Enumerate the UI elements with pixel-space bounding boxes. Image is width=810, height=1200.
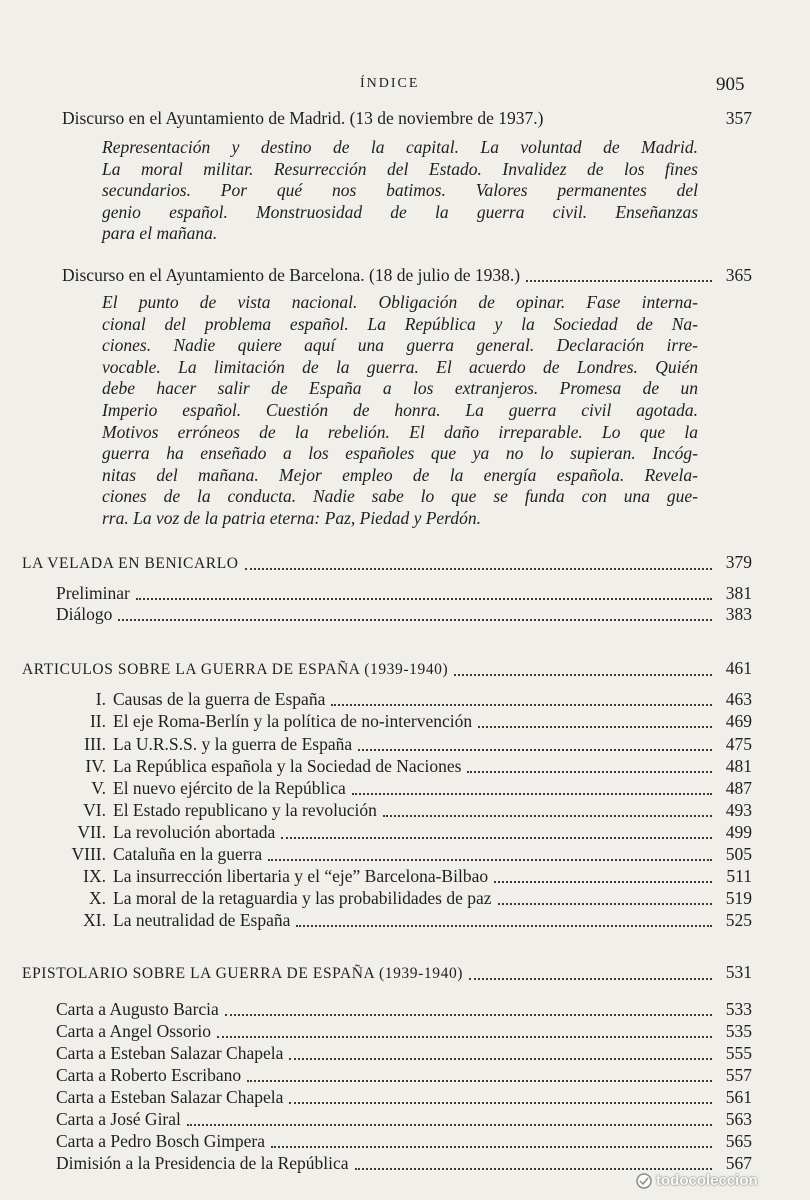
entry-page: 557 [725,1065,752,1085]
entry-title: Carta a Augusto Barcia [56,999,219,1019]
entry-page: 499 [725,822,752,842]
roman-numeral: III. [84,734,106,754]
entry-page: 567 [725,1153,752,1173]
toc-entry [56,821,752,843]
toc-entry-speech-barcelona [62,264,752,286]
toc-entry [56,688,752,710]
leader-dots [296,924,712,927]
summary-line: El punto de vista nacional. Obligación de opinar. Fase interna- [102,292,698,312]
roman-numeral: XI. [83,910,106,930]
roman-numeral: I. [95,689,106,709]
entry-title: Cataluña en la guerra [113,844,263,864]
entry-page: 381 [725,583,752,603]
leader-dots [498,902,712,905]
toc-entry [56,1064,752,1086]
section-title: ARTICULOS SOBRE LA GUERRA DE ESPAÑA (1939-1940) [22,661,449,678]
entry-title: Carta a Pedro Bosch Gimpera [56,1131,265,1151]
entry-page: 365 [725,265,752,285]
leader-dots [478,725,712,728]
entry-title: Preliminar [56,583,130,603]
entry-title: Carta a Angel Ossorio [56,1021,212,1041]
entry-page: 481 [725,756,752,776]
leader-dots [247,1079,712,1082]
leader-dots [494,880,712,883]
summary-line: ciones de la conducta. Nadie sabe lo que se funda con una gue- [102,486,698,507]
entry-page: 475 [725,734,752,754]
toc-entry [56,1042,752,1064]
entry-title: Carta a Roberto Escribano [56,1065,242,1085]
roman-numeral: VII. [77,822,106,842]
toc-entry [56,1130,752,1152]
page-number: 905 [716,74,745,95]
leader-dots [358,748,712,751]
entry-title: Dimisión a la Presidencia de la República [56,1153,349,1173]
leader-dots [268,858,712,861]
toc-entry [56,799,752,821]
running-head [0,76,810,98]
toc-entry [56,1020,752,1042]
toc-entry [56,865,752,887]
entry-title: La República española y la Sociedad de Naciones [113,756,462,776]
entry-page: 461 [725,658,752,678]
speech-summary-barcelona [102,292,698,530]
entry-page: 383 [725,604,752,624]
entry-title: Discurso en el Ayuntamiento de Barcelona. (18 de julio de 1938.) [62,265,521,285]
entry-title: La revolución abortada [113,822,276,842]
summary-line: La moral militar. Resurrección del Estado. Invalidez de los fines [102,158,698,179]
entry-page: 469 [725,711,752,731]
entry-title: El eje Roma-Berlín y la política de no-intervención [113,711,473,731]
summary-line: Imperio español. Cuestión de honra. La guerra civil agotada. [102,399,698,420]
entry-page: 555 [725,1043,752,1063]
roman-numeral: VIII. [71,844,106,864]
section-title: LA VELADA EN BENICARLO [22,555,239,572]
entry-title: El nuevo ejército de la República [113,778,346,798]
leader-dots [383,814,712,817]
entry-title: Causas de la guerra de España [113,689,326,709]
summary-line: para el mañana. [102,223,218,244]
leader-dots [289,1057,712,1060]
summary-line: rra. La voz de la patria eterna: Paz, Piedad y Perdón. [102,507,481,528]
entry-page: 533 [725,999,752,1019]
leader-dots [352,792,712,795]
entry-page: 511 [726,866,752,886]
toc-entry [56,710,752,732]
entry-title: La neutralidad de España [113,910,291,930]
leader-dots [217,1035,712,1038]
leader-dots [281,836,712,839]
leader-dots [331,703,712,706]
entry-title: Carta a Esteban Salazar Chapela [56,1043,284,1063]
summary-line: guerra ha enseñado a los españoles que ya no lo supieran. Incóg- [102,443,698,464]
leader-dots [136,597,712,600]
toc-entry [56,777,752,799]
leader-dots [467,770,712,773]
summary-line: secundarios. Por qué nos batimos. Valores permanentes del [102,180,698,201]
roman-numeral: IV. [85,756,106,776]
entry-page: 565 [725,1131,752,1151]
entry-page: 463 [725,689,752,709]
leader-dots [118,618,712,621]
leader-dots [526,279,712,282]
leader-dots [289,1101,712,1104]
entry-title: Discurso en el Ayuntamiento de Madrid. (13 de noviembre de 1937.) [62,108,544,128]
entry-title: Carta a Esteban Salazar Chapela [56,1087,284,1107]
entry-page: 563 [725,1109,752,1129]
entry-title: La moral de la retaguardia y las probabilidades de paz [113,888,492,908]
entry-page: 505 [725,844,752,864]
entry-title: Diálogo [56,604,113,624]
watermark-text: todocoleccion [656,1172,758,1189]
running-title: ÍNDICE [360,76,420,91]
summary-line: debe hacer salir de España a los extranjeros. Promesa de un [102,378,698,399]
entry-page: 535 [725,1021,752,1041]
entry-page: 525 [725,910,752,930]
section-title: EPISTOLARIO SOBRE LA GUERRA DE ESPAÑA (1939-1940) [22,965,464,982]
toc-entry [56,998,752,1020]
toc-entry [56,1108,752,1130]
toc-section-articulos [22,657,752,681]
entry-title: La insurrección libertaria y el “eje” Barcelona-Bilbao [113,866,489,886]
roman-numeral: VI. [83,800,106,820]
leader-dots [454,673,712,676]
summary-line: vocable. La limitación de la guerra. El acuerdo de Londres. Quién [102,356,698,377]
entry-title: El Estado republicano y la revolución [113,800,377,820]
toc-entry [56,843,752,865]
roman-numeral: V. [91,778,106,798]
summary-line: genio español. Monstruosidad de la guerra civil. Enseñanzas [102,201,698,222]
entry-page: 561 [725,1087,752,1107]
watermark-icon [636,1173,652,1189]
toc-entry [56,733,752,755]
summary-line: Motivos erróneos de la rebelión. El daño irreparable. Lo que la [102,421,698,442]
toc-section-epistolario [22,961,752,985]
entry-title: La U.R.S.S. y la guerra de España [113,734,353,754]
summary-line: nitas del mañana. Mejor empleo de la energía española. Revela- [102,464,698,485]
summary-line: Representación y destino de la capital. La voluntad de Madrid. [102,137,698,157]
leader-dots [271,1145,712,1148]
toc-entry-speech-madrid [62,107,752,129]
toc-entry [56,603,752,625]
toc-entry [56,755,752,777]
roman-numeral: II. [89,711,106,731]
speech-summary-madrid [102,137,698,245]
entry-page: 487 [725,778,752,798]
toc-entry [56,582,752,604]
entry-page: 531 [725,962,752,982]
leader-dots [225,1013,712,1016]
roman-numeral: IX. [83,866,106,886]
toc-entry [56,1152,752,1174]
roman-numeral: X. [88,888,106,908]
toc-section-velada [22,551,752,575]
entry-page: 519 [725,888,752,908]
watermark-logo [636,1172,758,1189]
leader-dots [469,977,712,980]
summary-line: cional del problema español. La República y la Sociedad de Na- [102,313,698,334]
leader-dots [187,1123,712,1126]
entry-page: 379 [725,552,752,572]
toc-entry [56,1086,752,1108]
entry-title: Carta a José Giral [56,1109,181,1129]
leader-dots [245,567,712,570]
entry-page: 493 [725,800,752,820]
leader-dots [355,1167,712,1170]
summary-line: ciones. Nadie quiere aquí una guerra general. Declaración irre- [102,335,698,356]
toc-entry [56,887,752,909]
toc-entry [56,909,752,931]
entry-page: 357 [725,108,752,128]
